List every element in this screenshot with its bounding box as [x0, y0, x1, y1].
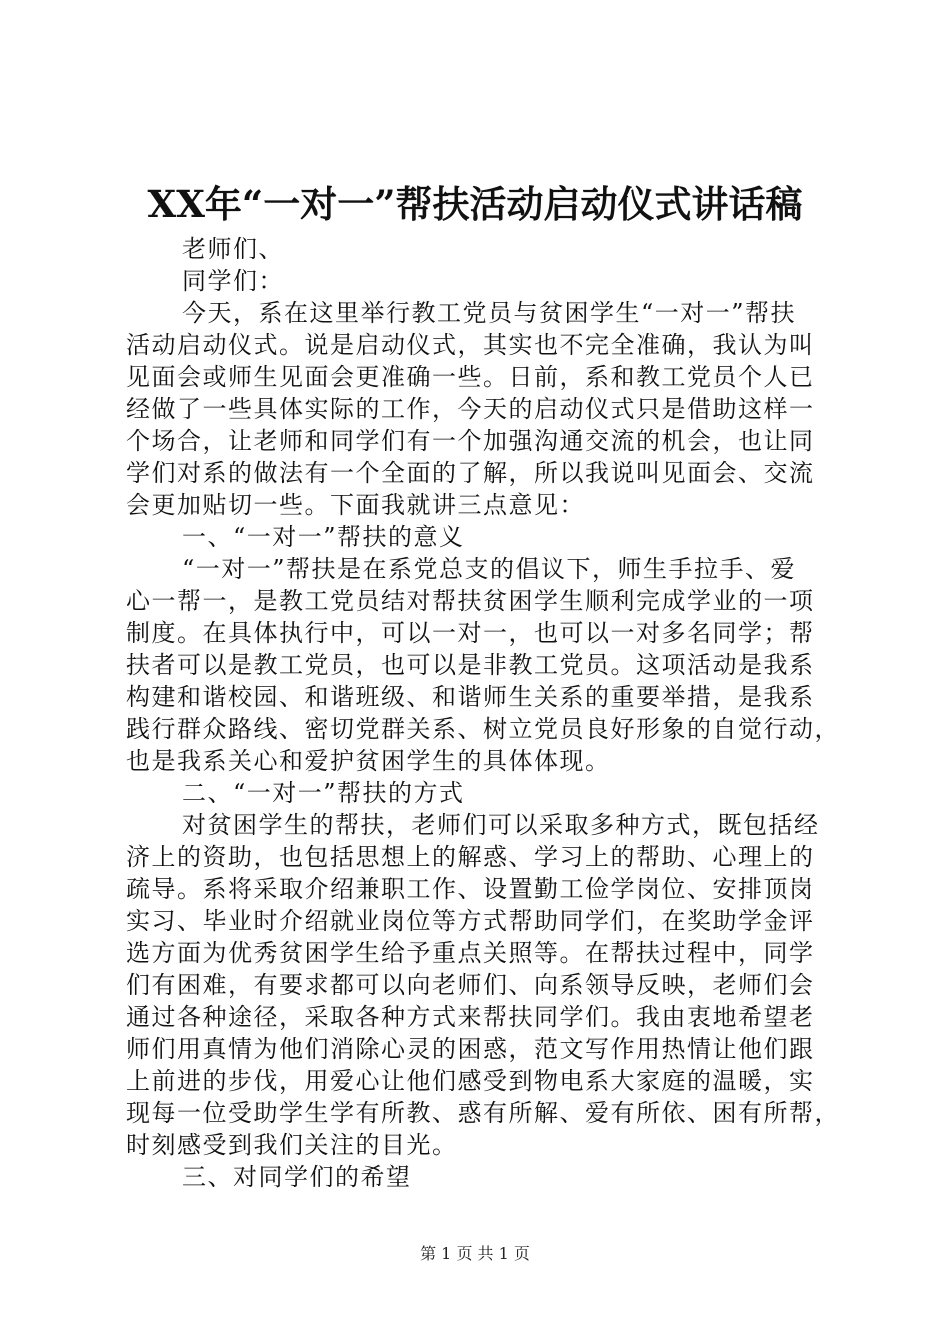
paragraph-line: 今天，系在这里举行教工党员与贫困学生“一对一”帮扶	[182, 299, 797, 327]
paragraph-line: “一对一”帮扶是在系党总支的倡议下，师生手拉手、爱	[182, 555, 797, 583]
paragraph-line: 时刻感受到我们关注的目光。	[126, 1131, 458, 1159]
paragraph-line: 个场合，让老师和同学们有一个加强沟通交流的机会，也让同	[126, 427, 815, 455]
salutation-teachers: 老师们、	[182, 235, 284, 263]
paragraph-line: 疏导。系将采取介绍兼职工作、设置勤工俭学岗位、安排顶岗	[126, 875, 815, 903]
section-heading-1: 一、“一对一”帮扶的意义	[182, 523, 465, 551]
paragraph-line: 会更加贴切一些。下面我就讲三点意见：	[126, 491, 585, 519]
paragraph-line: 心一帮一，是教工党员结对帮扶贫困学生顺利完成学业的一项	[126, 587, 815, 615]
paragraph-line: 践行群众路线、密切党群关系、树立党员良好形象的自觉行动，	[126, 715, 840, 743]
page-footer: 第 1 页 共 1 页	[420, 1244, 530, 1263]
paragraph-line: 通过各种途径，采取各种方式来帮扶同学们。我由衷地希望老	[126, 1003, 815, 1031]
paragraph-line: 上前进的步伐，用爱心让他们感受到物电系大家庭的温暖，实	[126, 1067, 815, 1095]
document-title: XX年“一对一”帮扶活动启动仪式讲话稿	[147, 182, 803, 226]
paragraph-line: 构建和谐校园、和谐班级、和谐师生关系的重要举措，是我系	[126, 683, 815, 711]
paragraph-line: 制度。在具体执行中，可以一对一，也可以一对多名同学；帮	[126, 619, 815, 647]
paragraph-line: 经做了一些具体实际的工作，今天的启动仪式只是借助这样一	[126, 395, 815, 423]
paragraph-line: 活动启动仪式。说是启动仪式，其实也不完全准确，我认为叫	[126, 331, 815, 359]
paragraph-line: 济上的资助，也包括思想上的解惑、学习上的帮助、心理上的	[126, 843, 815, 871]
document-body	[126, 233, 838, 1193]
paragraph-line: 见面会或师生见面会更准确一些。日前，系和教工党员个人已	[126, 363, 815, 391]
paragraph-line: 选方面为优秀贫困学生给予重点关照等。在帮扶过程中，同学	[126, 939, 815, 967]
section-heading-2: 二、“一对一”帮扶的方式	[182, 779, 465, 807]
paragraph-line: 扶者可以是教工党员，也可以是非教工党员。这项活动是我系	[126, 651, 815, 679]
paragraph-line: 学们对系的做法有一个全面的了解，所以我说叫见面会、交流	[126, 459, 815, 487]
paragraph-line: 实习、毕业时介绍就业岗位等方式帮助同学们，在奖助学金评	[126, 907, 815, 935]
paragraph-line: 们有困难，有要求都可以向老师们、向系领导反映，老师们会	[126, 971, 815, 999]
paragraph-line: 也是我系关心和爱护贫困学生的具体体现。	[126, 747, 611, 775]
section-heading-3: 三、对同学们的希望	[182, 1163, 412, 1191]
paragraph-line: 对贫困学生的帮扶，老师们可以采取多种方式，既包括经	[182, 811, 820, 839]
salutation-students: 同学们：	[182, 267, 284, 295]
paragraph-line: 师们用真情为他们消除心灵的困惑，范文写作用热情让他们跟	[126, 1035, 815, 1063]
paragraph-line: 现每一位受助学生学有所教、惑有所解、爱有所依、困有所帮，	[126, 1099, 840, 1127]
